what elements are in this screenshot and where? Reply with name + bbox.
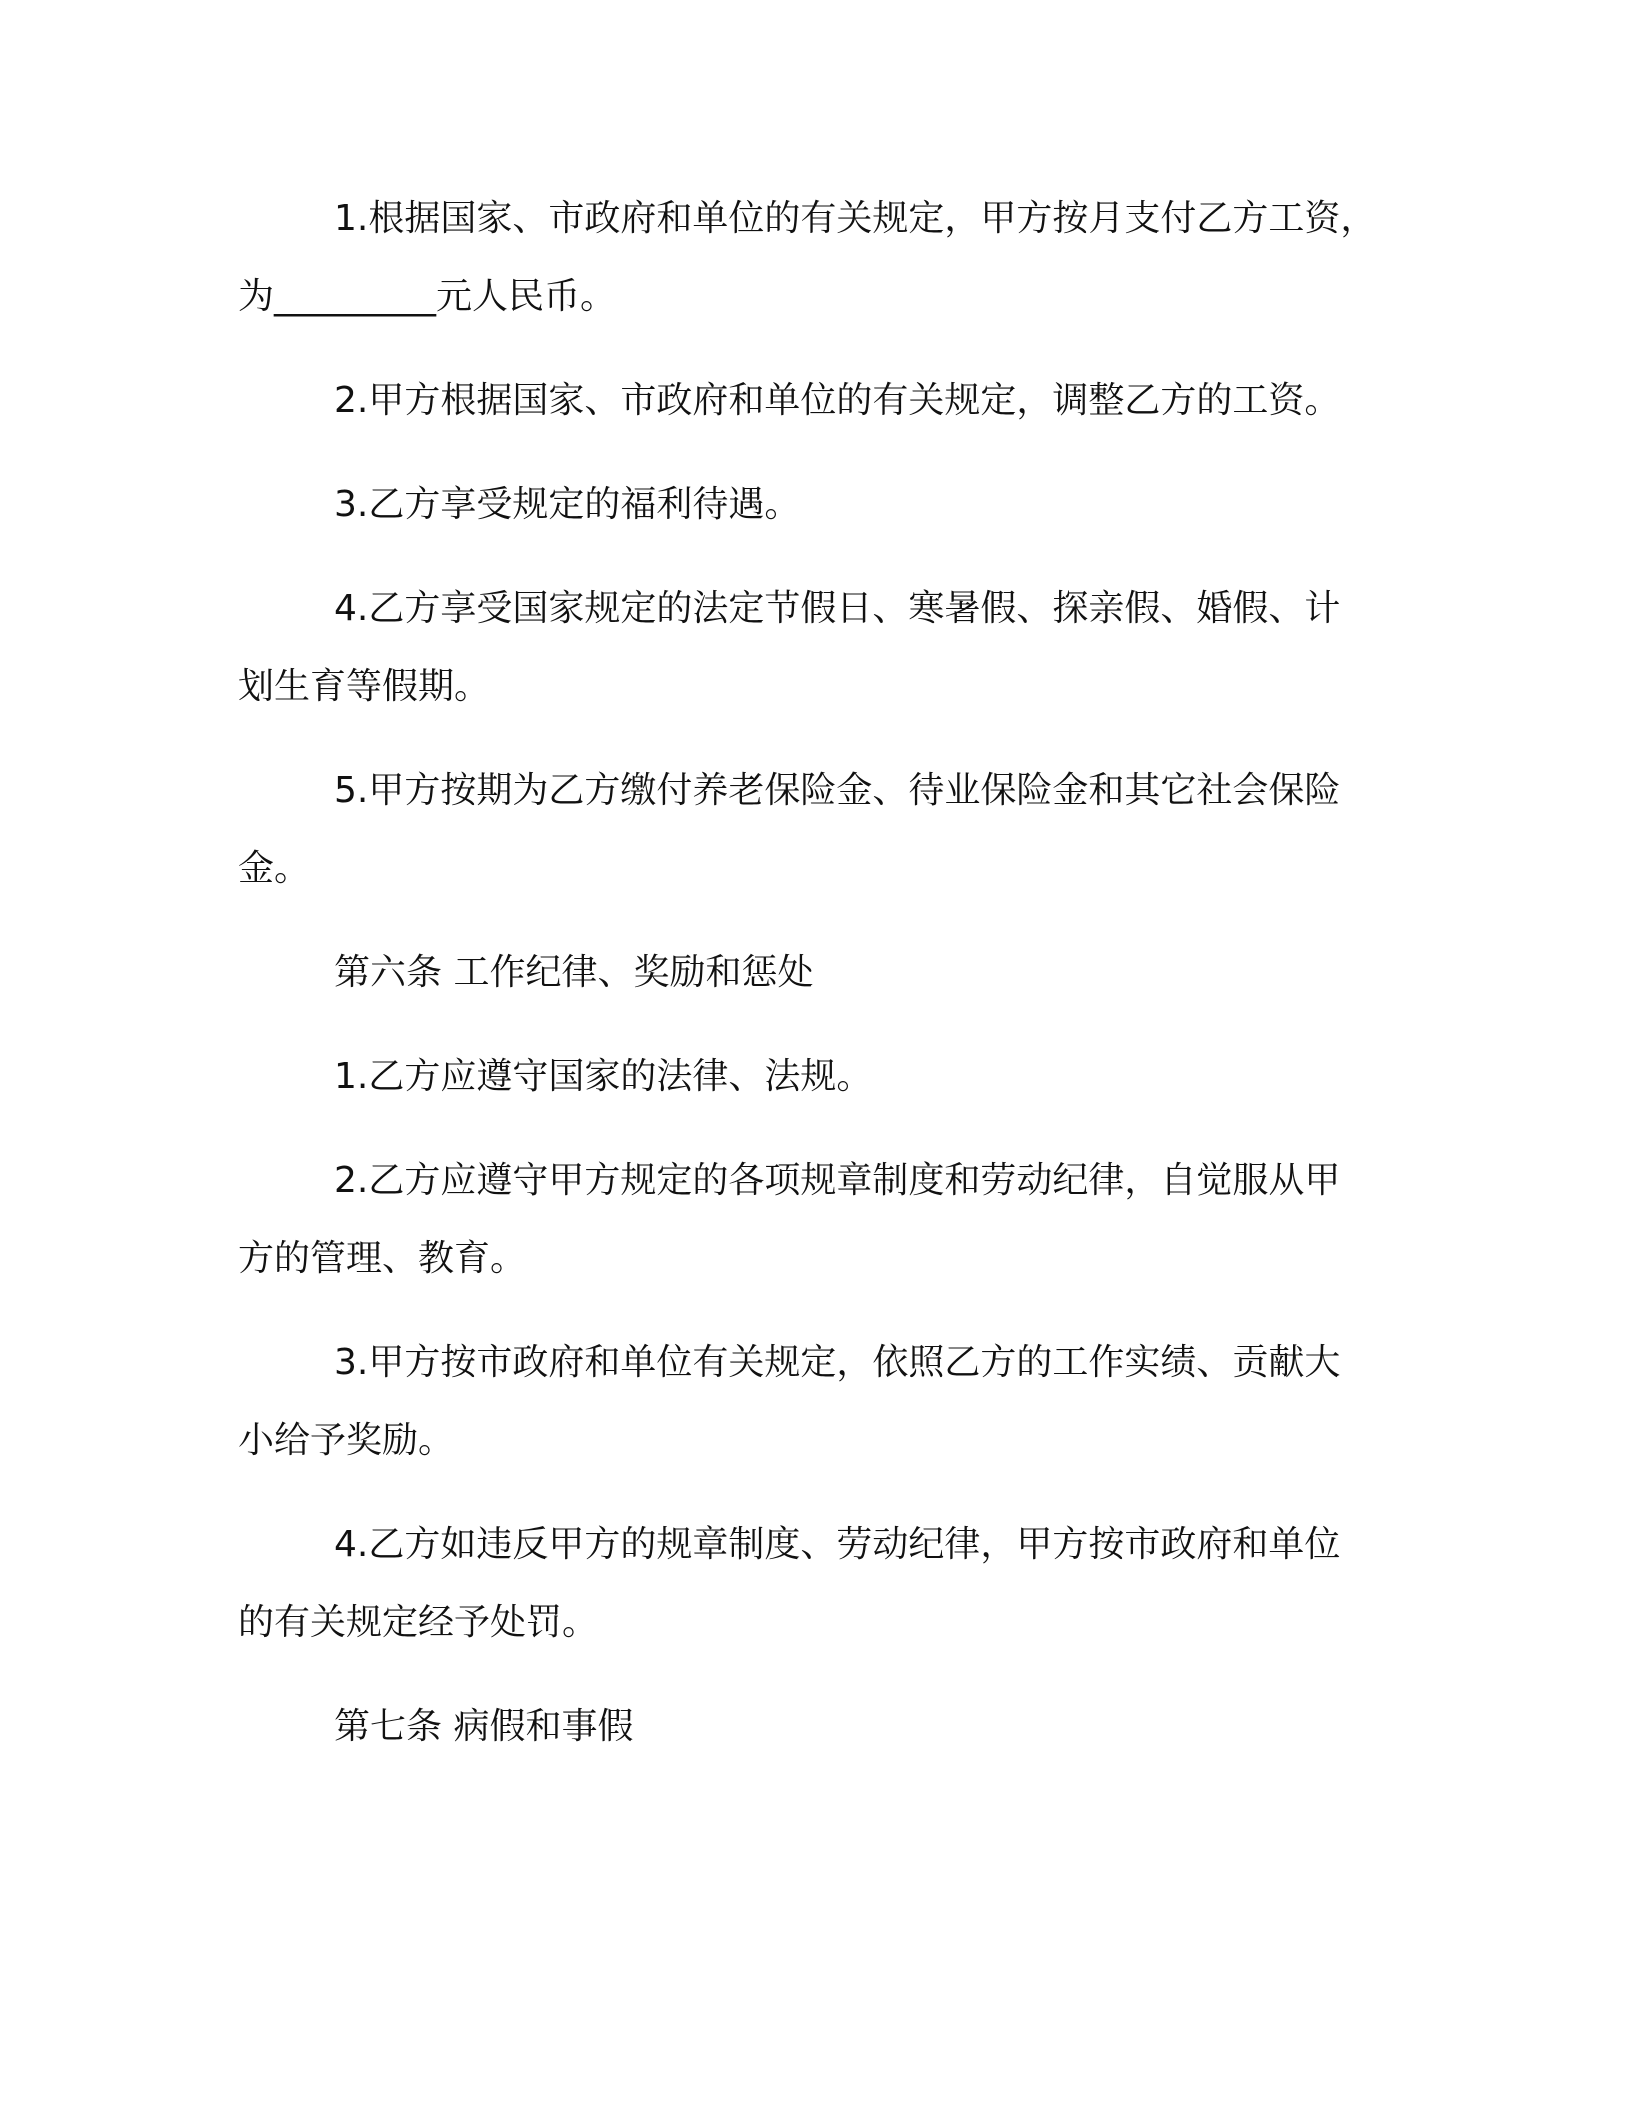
text-line: 4.乙方享受国家规定的法定节假日、寒暑假、探亲假、婚假、计 [334, 588, 1341, 629]
section-heading: 第六条 工作纪律、奖励和惩处 [334, 952, 814, 993]
text-line: 3.甲方按市政府和单位有关规定，依照乙方的工作实绩、贡献大 [334, 1342, 1341, 1383]
text-line: 小给予奖励。 [238, 1420, 455, 1461]
text-line: 2.甲方根据国家、市政府和单位的有关规定，调整乙方的工资。 [334, 380, 1341, 421]
text-line: 1.乙方应遵守国家的法律、法规。 [334, 1056, 873, 1097]
text-line: 金。 [238, 848, 311, 889]
text-line: 4.乙方如违反甲方的规章制度、劳动纪律，甲方按市政府和单位 [334, 1524, 1341, 1565]
section-heading: 第七条 病假和事假 [334, 1706, 634, 1747]
text-line: 的有关规定经予处罚。 [238, 1602, 599, 1643]
text-line: 1.根据国家、市政府和单位的有关规定，甲方按月支付乙方工资， [334, 198, 1377, 239]
text-line: 3.乙方享受规定的福利待遇。 [334, 484, 801, 525]
text-line: 方的管理、教育。 [238, 1238, 527, 1279]
text-line: 5.甲方按期为乙方缴付养老保险金、待业保险金和其它社会保险 [334, 770, 1341, 811]
text-line: 2.乙方应遵守甲方规定的各项规章制度和劳动纪律，自觉服从甲 [334, 1160, 1341, 1201]
text-line: 划生育等假期。 [238, 666, 491, 707]
text-line: 为_________元人民币。 [238, 276, 617, 317]
